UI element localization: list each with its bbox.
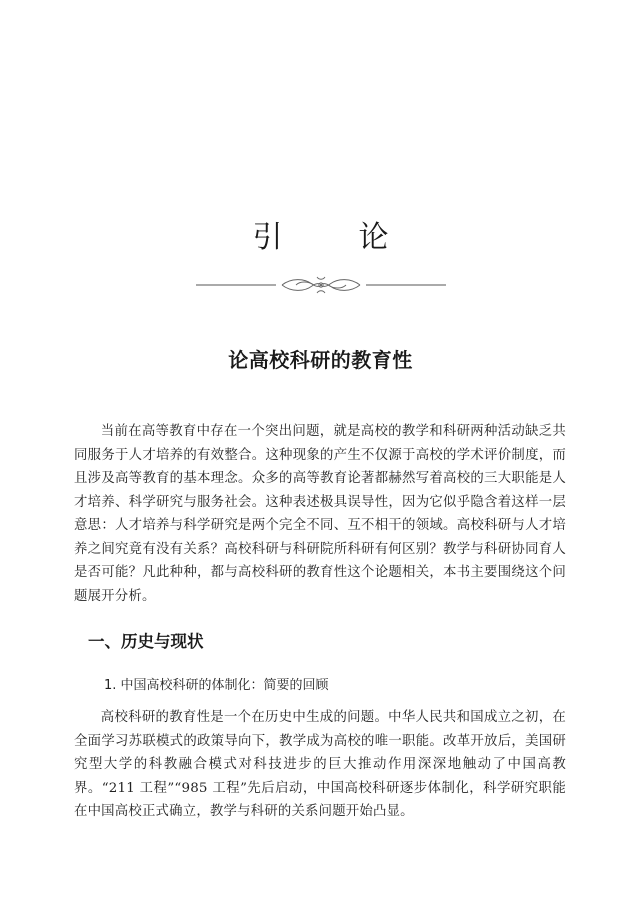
paragraph: 高校科研的教育性是一个在历史中生成的问题。中华人民共和国成立之初，在全面学习苏联模式的政策导向下，教学成为高校的唯一职能。改革开放后，美国研究型大学的科教融合模式对科技进步的巨大推动作用深深地触动了中国高教界。“211 工程”“985 工程”先后启动，中国高校科研逐步体制化，科学研究职能在中国高校正式确立，教学与科研的关系问题开始凸显。 xyxy=(74,710,566,819)
section-title: 论高校科研的教育性 xyxy=(228,348,413,372)
heading-history-status: 一、历史与现状 xyxy=(88,632,204,651)
ornament-divider-icon xyxy=(196,272,446,298)
paragraph: 当前在高等教育中存在一个突出问题，就是高校的教学和科研两种活动缺乏共同服务于人才培养的有效整合。这种现象的产生不仅源于高校的学术评价制度，而且涉及高等教育的基本理念。众多的高等教育论著都赫然写着高校的三大职能是人才培养、科学研究与服务社会。这种表述极具误导性，因为它似乎隐含着这样一层意思：人才培养与科学研究是两个完全不同、互不相干的领域。高校科研与人才培养之间究竟有没有关系？高校科研与科研院所科研有何区别？教学与科研协同育人是否可能？凡此种种，都与高校科研的教育性这个论题相关，本书主要围绕这个问题展开分析。 xyxy=(74,424,566,604)
chapter-title-char: 论 xyxy=(358,220,389,255)
chapter-title xyxy=(0,212,641,256)
chapter-title-char: 引 xyxy=(252,220,283,255)
subheading-institutionalization: 1. 中国高校科研的体制化：简要的回顾 xyxy=(104,678,329,693)
